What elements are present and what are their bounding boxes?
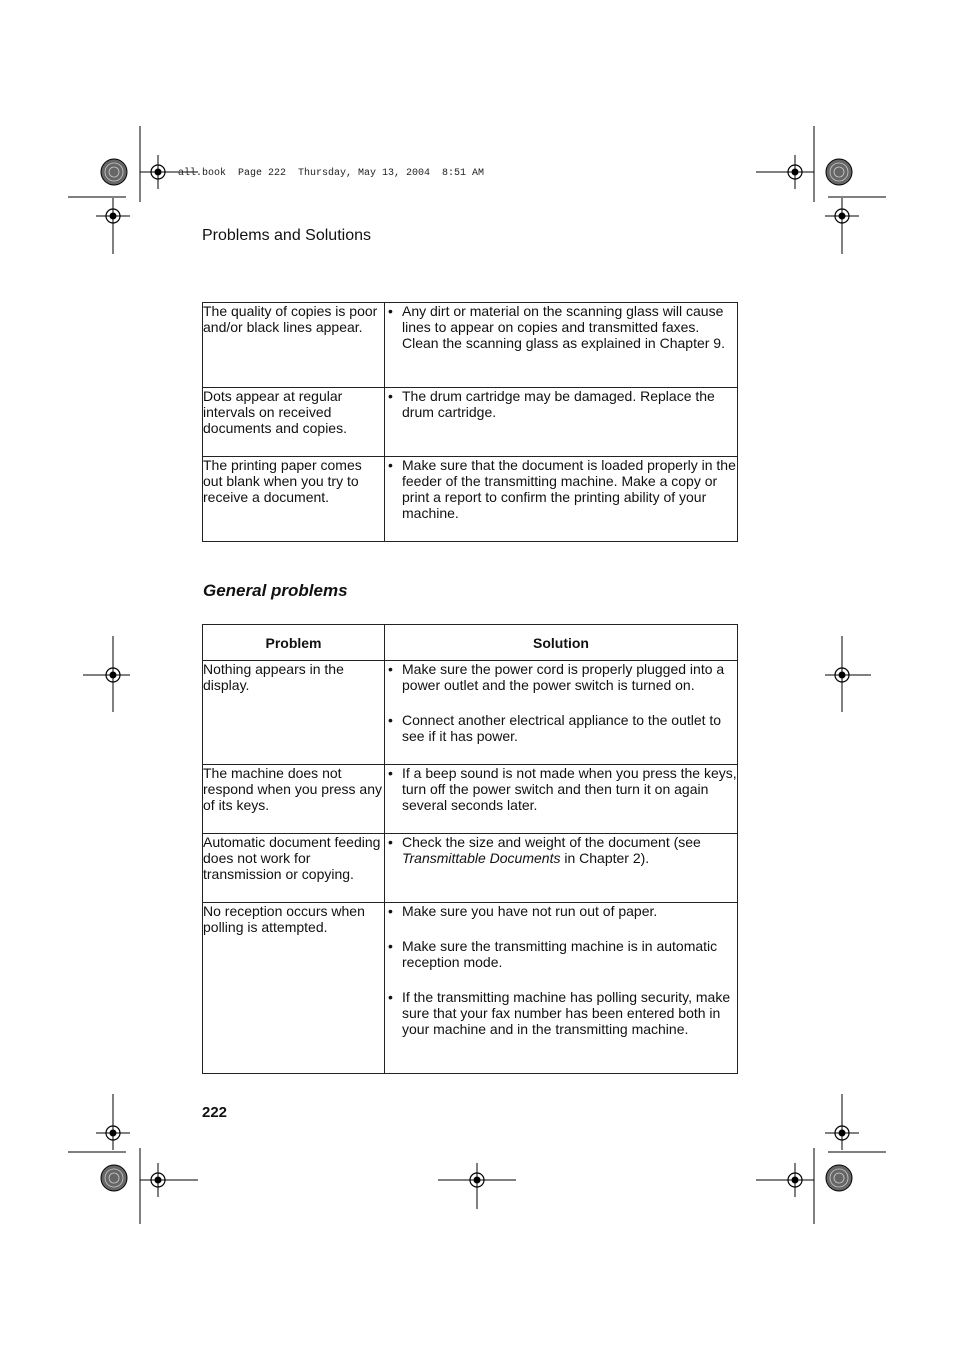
solution-cell: [385, 457, 738, 542]
bullet: •: [388, 303, 393, 319]
solution-item: [385, 388, 737, 420]
reference-title: Transmittable Documents: [402, 850, 561, 866]
problem-cell: Dots appear at regular intervals on received documents and copies.: [203, 388, 385, 457]
solution-cell: [385, 765, 738, 834]
solution-text: The drum cartridge may be damaged. Replace the drum cartridge.: [402, 388, 715, 420]
solution-text: Make sure that the document is loaded properly in the feeder of the transmitting machine. Make a copy or print a report to confirm the printing ability of your machine.: [402, 457, 736, 521]
problem-cell: The printing paper comes out blank when you try to receive a document.: [203, 457, 385, 542]
bullet: •: [388, 388, 393, 404]
solution-cell: [385, 903, 738, 1074]
solution-item: [385, 834, 737, 866]
solution-cell: [385, 388, 738, 457]
problem-cell: Automatic document feeding does not work for transmission or copying.: [203, 834, 385, 903]
table-row: [203, 457, 738, 542]
solution-text: If the transmitting machine has polling security, make sure that your fax number has been entered both in your machine and in the transmitting machine.: [402, 989, 731, 1037]
solution-cell: [385, 661, 738, 765]
bullet: •: [388, 903, 393, 919]
solution-item: [385, 303, 737, 351]
bullet: •: [388, 989, 393, 1005]
problem-cell: Nothing appears in the display.: [203, 661, 385, 765]
section-title: General problems: [203, 581, 348, 600]
solution-item: [385, 989, 737, 1037]
bullet: •: [388, 661, 393, 677]
table-row: [203, 903, 738, 1074]
problem-cell: The machine does not respond when you press any of its keys.: [203, 765, 385, 834]
general-problems-table: [202, 624, 738, 1074]
column-header-problem: Problem: [203, 625, 385, 661]
column-header-solution: Solution: [385, 625, 738, 661]
table-header-row: [203, 625, 738, 661]
solution-cell: [385, 303, 738, 388]
solution-item: [385, 903, 737, 919]
table-row: [203, 303, 738, 388]
solution-item: [385, 712, 737, 744]
bullet: •: [388, 938, 393, 954]
solution-cell: [385, 834, 738, 903]
bullet: •: [388, 457, 393, 473]
solution-text: Check the size and weight of the document (see: [402, 834, 701, 850]
table-row: [203, 388, 738, 457]
bullet: •: [388, 712, 393, 728]
solution-item: [385, 765, 737, 813]
bullet: •: [388, 765, 393, 781]
solution-item: [385, 661, 737, 693]
solution-text: Make sure the power cord is properly plugged into a power outlet and the power switch is turned on.: [402, 661, 725, 693]
solution-text: in Chapter 2).: [560, 850, 650, 866]
print-slug: all.book Page 222 Thursday, May 13, 2004 8:51 AM: [178, 168, 485, 179]
table-row: [203, 834, 738, 903]
table-row: [203, 661, 738, 765]
running-header: Problems and Solutions: [202, 227, 371, 244]
solution-item: [385, 938, 737, 970]
bullet: •: [388, 834, 393, 850]
problems-table-continued: [202, 302, 738, 542]
problem-cell: No reception occurs when polling is attempted.: [203, 903, 385, 1074]
solution-text: If a beep sound is not made when you press the keys, turn off the power switch and then turn it on again several seconds later.: [402, 765, 737, 813]
solution-text: Connect another electrical appliance to the outlet to see if it has power.: [402, 712, 722, 744]
solution-text: Any dirt or material on the scanning glass will cause lines to appear on copies and transmitted faxes. Clean the scanning glass as explained in Chapter 9.: [402, 303, 725, 351]
solution-item: [385, 457, 737, 521]
solution-text: Make sure you have not run out of paper.: [402, 903, 658, 919]
table-row: [203, 765, 738, 834]
solution-text: Make sure the transmitting machine is in automatic reception mode.: [402, 938, 718, 970]
problem-cell: The quality of copies is poor and/or black lines appear.: [203, 303, 385, 388]
page-number: 222: [202, 1104, 228, 1121]
